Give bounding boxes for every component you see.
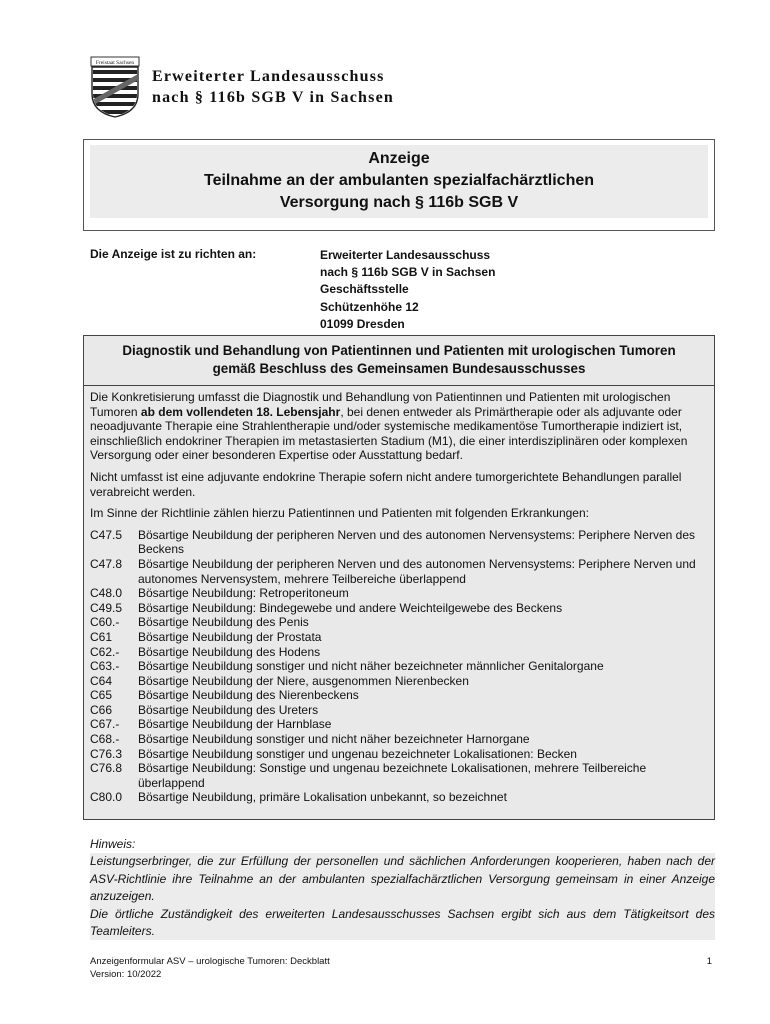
icd-code: C63.- <box>90 659 120 674</box>
title-line-3: Versorgung nach § 116b SGB V <box>279 194 519 211</box>
icd-code: C68.- <box>90 732 120 747</box>
hint-section <box>90 836 715 940</box>
icd-code: C67.- <box>90 717 120 732</box>
footer-form-name: Anzeigenformular ASV – urologische Tumoren: Deckblatt <box>90 956 330 967</box>
icd-description: Bösartige Neubildung des Ureters <box>138 702 319 717</box>
icd-code: C76.3 <box>90 746 123 761</box>
icd-description: Bösartige Neubildung des Penis <box>138 615 309 630</box>
indication-box <box>83 335 715 820</box>
scope-text-a: Die Konkretisierung umfasst die Diagnostik und Behandlung von Patientinnen und Patienten mit urologischen Tumoren <box>90 390 671 419</box>
saxony-coat-of-arms-icon <box>90 56 140 118</box>
icd-code-row <box>90 630 706 645</box>
address-line: Erweiterter Landesausschuss <box>320 248 491 262</box>
icd-code-list <box>90 528 706 805</box>
page-number: 1 <box>706 956 712 967</box>
icd-code: C47.5 <box>90 527 123 542</box>
exclusion-paragraph: Nicht umfasst ist eine adjuvante endokrine Therapie sofern nicht andere tumorgerichtete Behandlungen parallel verabreicht werden. <box>90 469 682 499</box>
icd-code: C62.- <box>90 644 120 659</box>
organization-name <box>152 66 394 108</box>
icd-code-row <box>90 790 706 805</box>
icd-code-row <box>90 601 706 616</box>
scope-paragraph <box>90 390 706 463</box>
icd-code: C47.8 <box>90 556 123 571</box>
icd-description: Bösartige Neubildung, primäre Lokalisation unbekannt, so bezeichnet <box>138 790 507 805</box>
title-box <box>83 139 715 231</box>
title-line-2: Teilnahme an der ambulanten spezialfachärztlichen <box>203 172 595 189</box>
scope-text-b: , bei denen entweder als Primärtherapie oder als adjuvante oder neoadjuvante Therapie eine Strahlentherapie und/oder systemische medikamentöse Tumortherapie indiziert ist, einschließlich endokriner Therapien im metastasierten Stadium (M1), die einer interdisziplinären oder komplexen Versorgung oder einer besonderen Expertise oder Ausstattung bedarf. <box>90 404 688 463</box>
diseases-intro: Im Sinne der Richtlinie zählen hierzu Patientinnen und Patienten mit folgenden Erkrankungen: <box>90 506 589 521</box>
icd-code-row <box>90 732 706 747</box>
icd-code: C66 <box>90 702 113 717</box>
icd-description: Bösartige Neubildung sonstiger und ungenau bezeichneter Lokalisationen: Becken <box>138 746 577 761</box>
crest-label: Freistaat Sachsen <box>95 60 135 66</box>
icd-code-row <box>90 761 706 790</box>
icd-code: C80.0 <box>90 790 123 805</box>
icd-code-row <box>90 659 706 674</box>
icd-description: Bösartige Neubildung: Sonstige und ungenau bezeichnete Lokalisationen, mehrere Teilbereiche überlappend <box>138 761 647 790</box>
icd-description: Bösartige Neubildung sonstiger und nicht näher bezeichneter Harnorgane <box>138 732 530 747</box>
indication-heading-line-1: Diagnostik und Behandlung von Patientinnen und Patienten mit urologischen Tumoren <box>122 343 676 358</box>
icd-code: C61 <box>90 629 113 644</box>
footer-version: Version: 10/2022 <box>90 968 162 980</box>
recipient-address <box>320 247 495 333</box>
icd-code-row <box>90 674 706 689</box>
icd-code-row <box>90 717 706 732</box>
icd-code: C64 <box>90 673 113 688</box>
icd-code: C65 <box>90 688 113 703</box>
icd-code-row <box>90 528 706 557</box>
letterhead <box>90 56 690 120</box>
address-line: 01099 Dresden <box>320 316 405 331</box>
icd-description: Bösartige Neubildung sonstiger und nicht näher bezeichneter männlicher Genitalorgane <box>138 659 604 674</box>
icd-description: Bösartige Neubildung der peripheren Nerven und des autonomen Nervensystems: Periphere Nerven und autonomes Nervensystem, mehrere Teilbereiche überlappend <box>138 556 696 586</box>
icd-code-row <box>90 747 706 762</box>
address-line: Schützenhöhe 12 <box>320 299 419 314</box>
address-line: Geschäftsstelle <box>320 282 409 297</box>
indication-heading <box>84 336 714 386</box>
icd-code: C76.8 <box>90 761 123 776</box>
org-line-1: Erweiterter Landesausschuss <box>152 68 385 85</box>
icd-description: Bösartige Neubildung der Niere, ausgenommen Nierenbecken <box>138 673 469 688</box>
icd-code: C48.0 <box>90 586 123 601</box>
indication-heading-line-2: gemäß Beschluss des Gemeinsamen Bundesausschusses <box>212 361 586 376</box>
hint-text-2: Die örtliche Zuständigkeit des erweiterten Landesausschusses Sachsen ergibt sich aus dem Tätigkeitsort des Teamleiters. <box>90 906 715 941</box>
icd-code-row <box>90 645 706 660</box>
icd-code-row <box>90 688 706 703</box>
icd-code: C49.5 <box>90 600 123 615</box>
icd-code-row <box>90 557 706 586</box>
icd-code-row <box>90 703 706 718</box>
icd-description: Bösartige Neubildung der peripheren Nerven und des autonomen Nervensystems: Periphere Nerven des Beckens <box>138 527 695 557</box>
icd-description: Bösartige Neubildung der Prostata <box>138 629 322 644</box>
icd-description: Bösartige Neubildung des Hodens <box>138 644 321 659</box>
footer <box>90 956 330 981</box>
address-label: Die Anzeige ist zu richten an: <box>90 247 257 261</box>
icd-code-row <box>90 586 706 601</box>
address-line: nach § 116b SGB V in Sachsen <box>320 265 496 280</box>
icd-code-row <box>90 615 706 630</box>
hint-heading: Hinweis: <box>90 837 136 851</box>
icd-code: C60.- <box>90 615 120 630</box>
org-line-2: nach § 116b SGB V in Sachsen <box>152 89 394 106</box>
hint-text-1: Leistungserbringer, die zur Erfüllung der personellen und sächlichen Anforderungen kooperieren, haben nach der ASV-Richtlinie ihre Teilnahme an der ambulanten spezialfachärztlichen Versorgung gemeinsam in einer Anzeige anzuzeigen. <box>90 853 715 905</box>
scope-text-bold: ab dem vollendeten 18. Lebensjahr <box>140 404 341 419</box>
icd-description: Bösartige Neubildung des Nierenbeckens <box>138 688 359 703</box>
title-line-1: Anzeige <box>368 150 430 167</box>
icd-description: Bösartige Neubildung der Harnblase <box>138 717 332 732</box>
icd-description: Bösartige Neubildung: Bindegewebe und andere Weichteilgewebe des Beckens <box>138 600 563 615</box>
icd-description: Bösartige Neubildung: Retroperitoneum <box>138 586 349 601</box>
